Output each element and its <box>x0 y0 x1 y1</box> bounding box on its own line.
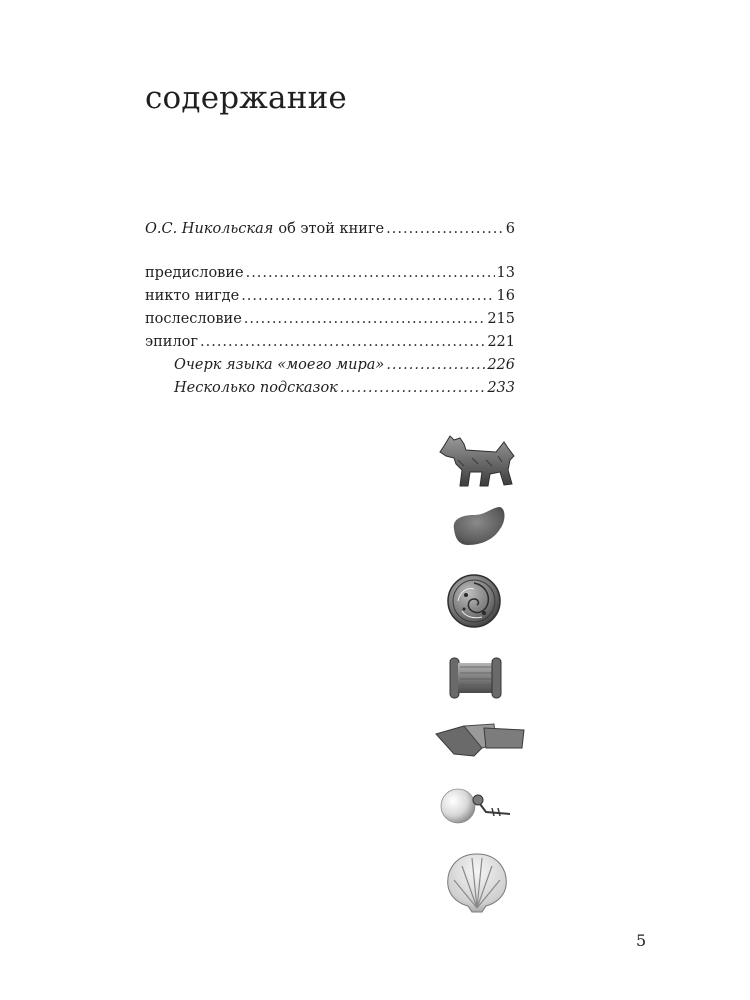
seashell <box>442 850 512 914</box>
toc-entry-label: об этой книге <box>278 221 385 237</box>
toc-entry-nobody-nowhere[interactable] <box>145 285 515 308</box>
toc-entry-label: Несколько подсказок <box>174 380 338 396</box>
toc-entry-label: Очерк языка «моего мира» <box>174 357 385 373</box>
toc-entry-page: 226 <box>487 357 515 373</box>
dot-leader <box>241 285 494 308</box>
toc-entry-label: никто нигде <box>145 288 240 304</box>
toc-entry-page: 221 <box>487 334 515 350</box>
toc-entry-label: послесловие <box>145 311 242 327</box>
page-title: содержание <box>145 80 347 116</box>
toc-entry-about-book[interactable] <box>145 218 515 241</box>
toc-entry-author: О.С. Никольская <box>145 221 274 237</box>
toc-entry-page: 16 <box>496 288 515 304</box>
toc-entry-epilogue[interactable] <box>145 331 515 354</box>
page-number: 5 <box>636 931 647 950</box>
toc-entry-page: 6 <box>505 221 515 237</box>
folded-ribbon <box>434 718 528 762</box>
dot-leader <box>244 308 486 331</box>
thread-spool <box>446 653 506 703</box>
ornate-button <box>444 571 504 631</box>
dot-leader <box>200 331 485 354</box>
terrier-dog-figurine <box>438 430 520 492</box>
toc-entry-afterword[interactable] <box>145 308 515 331</box>
table-of-contents <box>145 218 515 400</box>
pearl-earring <box>440 782 516 828</box>
toc-entry-label: предисловие <box>145 265 244 281</box>
toc-entry-page: 13 <box>496 265 515 281</box>
toc-entry-hints[interactable] <box>145 377 515 400</box>
dot-leader <box>340 377 485 400</box>
toc-entry-preface[interactable] <box>145 262 515 285</box>
toc-entry-page: 215 <box>487 311 515 327</box>
dot-leader <box>246 262 495 285</box>
toc-entry-page: 233 <box>487 380 515 396</box>
pebble-stone <box>448 503 508 549</box>
toc-entry-language-essay[interactable] <box>145 354 515 377</box>
toc-entry-label: эпилог <box>145 334 198 350</box>
dot-leader <box>386 218 504 241</box>
dot-leader <box>386 354 485 377</box>
